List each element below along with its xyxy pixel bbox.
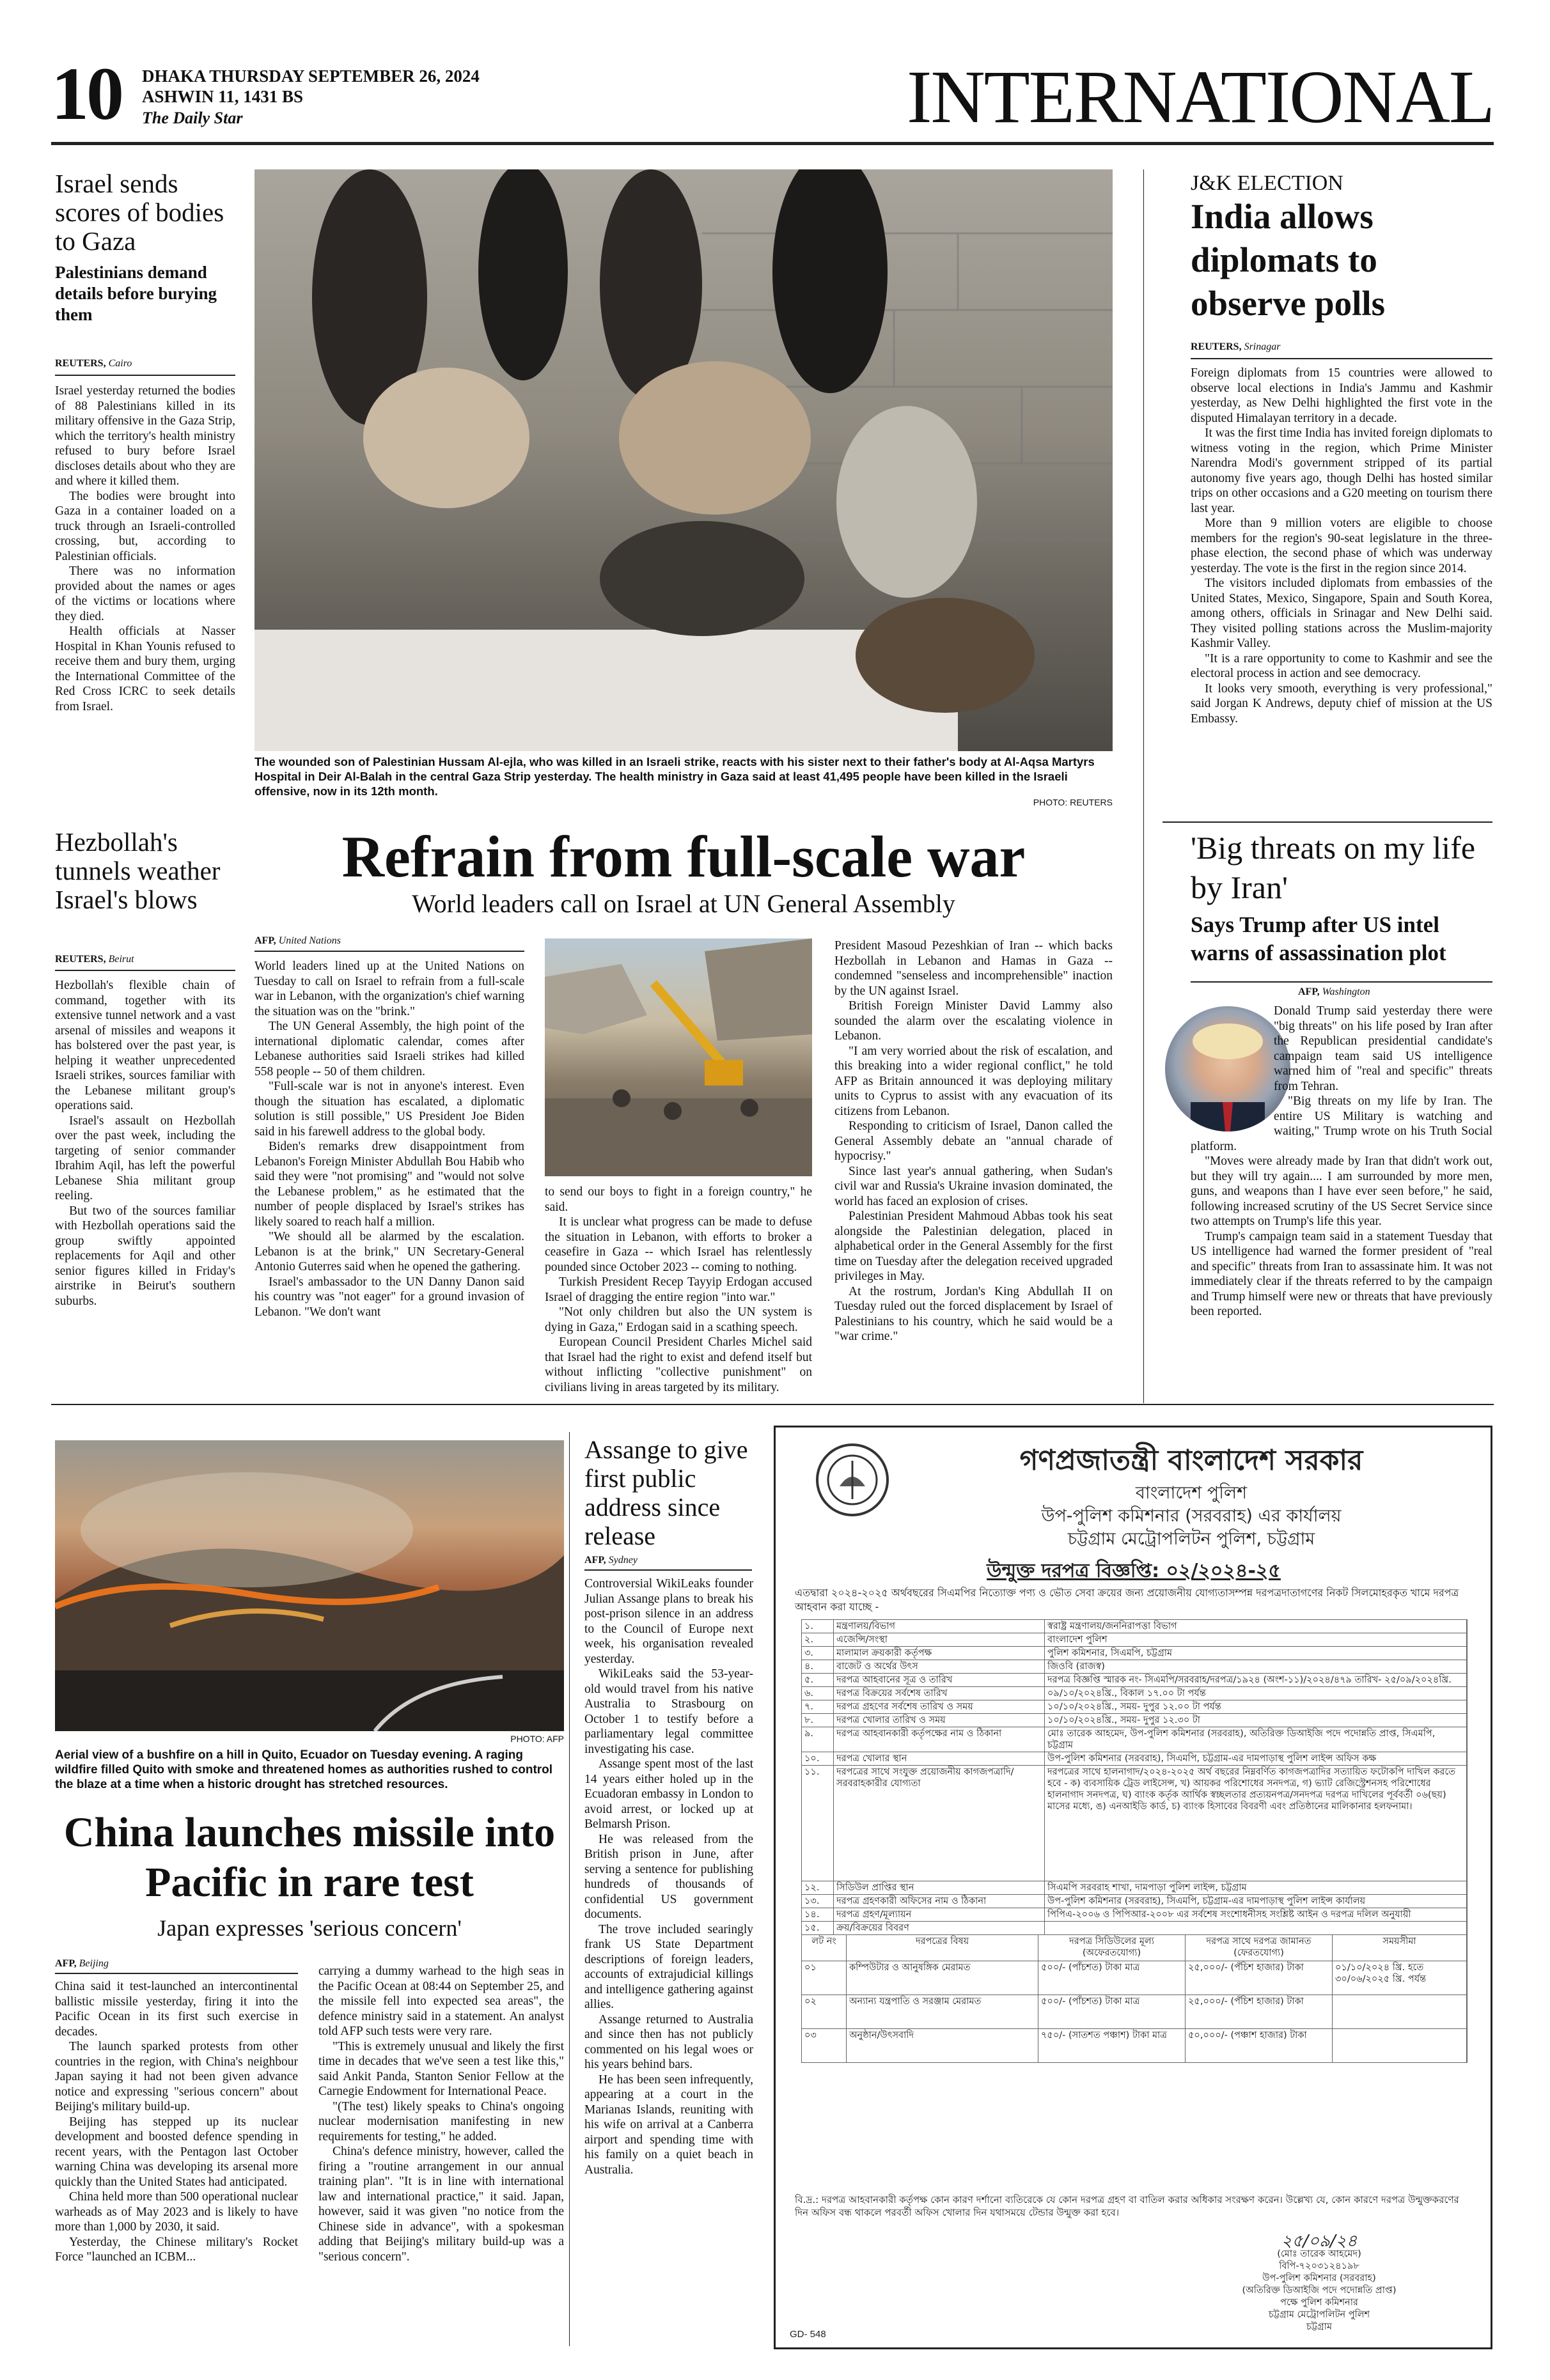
paragraph: China held more than 500 operational nuclear warheads as of May 2023 and is likely to have more than 1,000 by 2030, it said. <box>55 2190 298 2234</box>
ad-table-cell: দরপত্র খোলার তারিখ ও সময় <box>834 1714 1045 1727</box>
ad-table-cell: এজেন্সি/সংস্থা <box>834 1633 1045 1646</box>
paragraph: Biden's remarks drew disappointment from Lebanon's Foreign Minister Abdullah Bou Habib who said they were "not promising" and "would not solve the Lebanese problem," as he estimated that the number of people displaced by Israel's strikes has likely soared to reach half a million. <box>254 1140 524 1229</box>
ad-signature-line: চট্টগ্রাম <box>1306 2322 1333 2332</box>
ad-table-cell: দরপত্র আহবানকারী কর্তৃপক্ষের নাম ও ঠিকানা <box>834 1727 1045 1752</box>
ad-table-cell: পুলিশ কমিশনার, সিএমপি, চট্টগ্রাম <box>1045 1647 1467 1660</box>
ad-table-cell: দরপত্রের সাথে সংযুক্ত প্রয়োজনীয় কাগজপত্রাদি/সরবরাহকারীর যোগ্যতা <box>834 1766 1045 1881</box>
ad-gd-code: GD- 548 <box>790 2329 826 2340</box>
photo-illustration <box>55 1440 564 1731</box>
ad-lots-cell: ০৩ <box>802 2029 847 2062</box>
paragraph: Trump's campaign team said in a statement Tuesday that US intelligence had warned the former president of "real and specific" threats from Iran to assassinate him. It was not immediately clear if the threats referred to by the campaign and Trump himself were new or threats that have previously been reported. <box>1191 1229 1492 1318</box>
divider <box>55 375 235 376</box>
ad-table-cell: ৬. <box>802 1687 834 1700</box>
paragraph: President Masoud Pezeshkian of Iran -- which backs Hezbollah in Lebanon and Hamas in Gaza -- condemned "senseless and incomprehensible" inaction by the UN against Israel. <box>834 939 1113 998</box>
ad-table-cell: ১১. <box>802 1766 834 1881</box>
ad-lots-cell: ৫০০/- (পাঁচশত) টাকা মাত্র <box>1038 1995 1186 2028</box>
ad-lots-table <box>802 1935 1467 2063</box>
ad-lots-cell <box>1333 2029 1467 2062</box>
ad-table-cell: সিএমপি সরবরাহ শাখা, দামপাড়া পুলিশ লাইন্স, চট্টগ্রাম <box>1045 1881 1467 1894</box>
paragraph: Hezbollah's flexible chain of command, together with its extensive tunnel network and a vast arsenal of missiles and weapons it has bolstered over the past year, is helping it weather unprecedented Israeli strikes, sources familiar with the Lebanese militant group's operations said. <box>55 979 235 1112</box>
byline-place: Srinagar <box>1244 341 1281 352</box>
paragraph: The bodies were brought into Gaza in a container loaded on a truck through an Israeli-controlled crossing, but, according to Palestinian officials. <box>55 489 235 563</box>
byline-place: Beirut <box>108 954 134 965</box>
paragraph: It was the first time India has invited foreign diplomats to witness voting in the region, which Prime Minister Narendra Modi's government stripped of its partial autonomy five years ago, though Delhi has hosted similar trips on other occasions and a G20 meeting on tourism there last year. <box>1191 426 1492 515</box>
byline-place: Washington <box>1322 986 1370 997</box>
ad-lots-cell: ২৫,০০০/- (পঁচিশ হাজার) টাকা <box>1186 1961 1333 1995</box>
ad-notice-title: উন্মুক্ত দরপত্র বিজ্ঞপ্তি: ০২/২০২৪-২৫ <box>987 1560 1281 1582</box>
divider <box>1191 358 1492 359</box>
paragraph: The launch sparked protests from other countries in the region, with China's neighbour Japan saying it had not been given advance notice and expressing "serious concern" about Beijing's military build-up. <box>55 2040 298 2113</box>
gaza-subhead: Palestinians demand details before burying them <box>55 263 217 324</box>
ad-table-row <box>802 1633 1467 1647</box>
ad-signature-line: বিপি-৭২০৩১২৪১৯৮ <box>1279 2261 1359 2271</box>
ad-table-cell: ৪. <box>802 1660 834 1673</box>
paragraph: World leaders lined up at the United Nations on Tuesday to call on Israel to refrain from a full-scale war in Lebanon, with the organization's chief warning the situation was on the "brink." <box>254 960 524 1018</box>
ad-table-rows <box>802 1620 1467 1935</box>
ad-table-row <box>802 1700 1467 1714</box>
ad-table-cell: মালামাল ক্রয়কারী কর্তৃপক্ষ <box>834 1647 1045 1660</box>
ad-table <box>801 1619 1468 2063</box>
paragraph: Assange spent most of the last 14 years either holed up in the Ecuadoran embassy in London to avoid arrest, or locked up at Belmarsh Prison. <box>584 1757 753 1831</box>
ad-signature-block <box>1185 2248 1453 2333</box>
ad-table-cell: দরপত্র গ্রহণ/মূল্যায়ন <box>834 1908 1045 1921</box>
paragraph: China said it test-launched an intercontinental ballistic missile yesterday, firing it into the Pacific Ocean in its first such exercise in decades. <box>55 1980 298 2039</box>
divider <box>55 970 235 971</box>
paragraph: "Big threats on my life by Iran. The entire US Military is watching and waiting," Trump wrote on his Truth Social platform. <box>1191 1094 1492 1153</box>
ad-signature-line: (মোঃ তারেক আহমেদ) <box>1277 2249 1361 2259</box>
ad-table-row <box>802 1687 1467 1700</box>
paragraph: carrying a dummy warhead to the high seas in the Pacific Ocean at 08:44 on September 25, and the missile fell into expected sea areas", the defence ministry said in a statement. An analyst told AFP such tests were very rare. <box>318 1964 564 2038</box>
war-headline: Refrain from full-scale war <box>341 824 1026 889</box>
ecuador-photo-credit: PHOTO: AFP <box>510 1734 564 1744</box>
ad-table-row <box>802 1647 1467 1660</box>
paragraph: Controversial WikiLeaks founder Julian Assange plans to break his post-prison silence in an address to the Council of Europe next week, his organisation revealed yesterday. <box>584 1577 753 1666</box>
ad-table-cell: ৫. <box>802 1674 834 1686</box>
war-subhead: World leaders call on Israel at UN General Assembly <box>412 889 955 918</box>
ad-lots-cell: দরপত্র সিডিউলের মূল্য (অফেরতযোগ্য) <box>1038 1935 1186 1961</box>
ad-table-row <box>802 1895 1467 1908</box>
paragraph: The UN General Assembly, the high point of the international diplomatic calendar, comes after Lebanese authorities said Israeli strikes had killed 558 people -- 50 of them children. <box>254 1020 524 1078</box>
paragraph: It is unclear what progress can be made to defuse the situation in Lebanon, with efforts to broker a ceasefire in Gaza -- which Israel has relentlessly pounded since October 2023 -- coming to nothing. <box>545 1215 812 1274</box>
paragraph: It looks very smooth, everything is very professional," said Jorgan K Andrews, deputy chief of mission at the US Embassy. <box>1191 681 1492 726</box>
ad-signature-line: উপ-পুলিশ কমিশনার (সরবরাহ) <box>1262 2273 1376 2283</box>
ad-table-cell: সিডিউল প্রাপ্তির স্থান <box>834 1881 1045 1894</box>
ad-table-row <box>802 1766 1467 1881</box>
ad-lots-cell <box>1333 1995 1467 2028</box>
ad-table-row <box>802 1660 1467 1674</box>
section-rule <box>51 1404 1494 1405</box>
paragraph: Beijing has stepped up its nuclear development and boosted defence spending in recent years, with the Pentagon last October warning China was developing its arsenal more quickly than the United States had anticipated. <box>55 2115 298 2189</box>
gaza-body <box>55 384 235 714</box>
ad-lots-cell: ৭৫০/- (সাতশত পঞ্চাশ) টাকা মাত্র <box>1038 2029 1186 2062</box>
paragraph: Palestinian President Mahmoud Abbas took his seat alongside the Palestinian delegation, placed in alphabetical order in the General Assembly for the first time on Tuesday after the delegation received upgraded privileges in May. <box>834 1209 1113 1283</box>
ad-signature-line: চট্টগ্রাম মেট্রোপলিটন পুলিশ <box>1268 2310 1370 2320</box>
gaza-photo-credit: PHOTO: REUTERS <box>1033 797 1113 807</box>
ad-table-row <box>802 1714 1467 1727</box>
assange-body <box>584 1576 753 2177</box>
photo-illustration <box>254 169 1113 751</box>
byline-place: United Nations <box>278 935 341 946</box>
ad-table-cell: ১০/১০/২০২৪খ্রি., সময়- দুপুর ১২.৩০ টা <box>1045 1714 1467 1727</box>
gaza-byline <box>55 358 234 369</box>
paragraph: Donald Trump said yesterday there were "big threats" on his life posed by Iran after the Republican presidential candidate's campaign team said US intelligence warned him of "real and specific" threats from Tehran. <box>1274 1004 1492 1093</box>
ad-table-cell: জিওবি (রাজস্ব) <box>1045 1660 1467 1673</box>
ad-lots-row <box>802 1995 1467 2029</box>
hezbollah-headline: Hezbollah's tunnels weather Israel's blows <box>55 827 221 914</box>
ad-table-cell: ৯. <box>802 1727 834 1752</box>
ad-table-cell: দরপত্র বিক্রয়ের সর্বশেষ তারিখ <box>834 1687 1045 1700</box>
ad-table-cell: উপ-পুলিশ কমিশনার (সরবরাহ), সিএমপি, চট্টগ্রাম-এর দামপাড়াস্থ পুলিশ লাইন্স অফিস কক্ষ <box>1045 1752 1467 1765</box>
paragraph: Israel's assault on Hezbollah over the past week, including the targeting of senior commander Ibrahim Aqil, has left the powerful Lebanese Shia militant group reeling. <box>55 1114 235 1202</box>
ad-table-cell: দরপত্র আহবানের সূত্র ও তারিখ <box>834 1674 1045 1686</box>
paragraph: "Full-scale war is not in anyone's interest. Even though the situation has escalated, a diplomatic solution is still possible," US President Joe Biden said in his farewell address to the global body. <box>254 1080 524 1139</box>
ad-lots-cell: ০১ <box>802 1961 847 1995</box>
ad-lots-cell: দরপত্র সাথে দরপত্র জামানত (ফেরতযোগ্য) <box>1186 1935 1333 1961</box>
ad-table-cell: ১৫. <box>802 1922 834 1934</box>
paragraph: Turkish President Recep Tayyip Erdogan accused Israel of dragging the entire region "into war." <box>545 1275 812 1304</box>
india-headline: India allows diplomats to observe polls <box>1191 197 1386 323</box>
divider <box>1191 981 1492 983</box>
photo-illustration <box>545 938 812 1176</box>
assange-headline: Assange to give first public address since release <box>584 1435 748 1550</box>
tender-advertisement <box>774 1426 1492 2349</box>
paragraph: "Not only children but also the UN system is dying in Gaza," Erdogan said in a scathing speech. <box>545 1305 812 1334</box>
column-rule <box>569 1432 570 2346</box>
war-byline <box>254 935 341 947</box>
ad-table-row <box>802 1674 1467 1687</box>
ad-lots-row <box>802 2029 1467 2063</box>
byline-agency: AFP, <box>254 935 276 946</box>
gaza-hospital-photo <box>254 169 1113 751</box>
paragraph: China's defence ministry, however, called the firing a "routine arrangement in our annual training plan". "It is in line with international law and international practice," it said. Japan, however, said it was given "no notice from the Chinese side in advance", with a spokesman adding that Beijing's military build-up was a "serious concern". <box>318 2145 564 2264</box>
paragraph: "Moves were already made by Iran that didn't work out, but they will try again.... I am surrounded by more men, guns, and weapons than I have ever seen before," he said, following increased scrutiny of the US Secret Service since two attempts on Trump's life this year. <box>1191 1155 1492 1228</box>
ad-table-row <box>802 1620 1467 1633</box>
hezbollah-body <box>55 978 235 1309</box>
china-byline <box>55 1958 109 1970</box>
ad-lots-cell: অন্যান্য যন্ত্রপাতি ও সরঞ্জাম মেরামত <box>847 1995 1038 2028</box>
war-col2 <box>545 1185 812 1395</box>
ad-line1: বাংলাদেশ পুলিশ <box>1135 1483 1248 1503</box>
ad-table-row <box>802 1727 1467 1752</box>
ecuador-wildfire-photo <box>55 1440 564 1731</box>
gaza-headline: Israel sends scores of bodies to Gaza <box>55 169 224 256</box>
column-rule <box>1143 169 1144 1403</box>
paragraph: "It is a rare opportunity to come to Kashmir and see the electoral process in action and see democracy. <box>1191 651 1492 680</box>
paragraph: More than 9 million voters are eligible to choose members for the region's 90-seat legislature in the three-phase election, the second phase of which was underway yesterday. The vote is the first in the region since 2014. <box>1191 517 1492 575</box>
ad-lots-cell: ২৫,০০০/- (পঁচিশ হাজার) টাকা <box>1186 1995 1333 2028</box>
paragraph: "This is extremely unusual and likely the first time in decades that we've seen a test like this," said Ankit Panda, Stanton Senior Fellow at the Carnegie Endowment for International Peace. <box>318 2039 564 2098</box>
ad-lots-cell: কম্পিউটার ও আনুষঙ্গিক মেরামত <box>847 1961 1038 1995</box>
paragraph: He has been seen infrequently, appearing at a court in the Marianas Islands, reuniting with his wife on arrival at a Canberra airport and spending time with his family on a quiet beach in Australia. <box>584 2073 753 2177</box>
ecuador-photo-caption: Aerial view of a bushfire on a hill in Quito, Ecuador on Tuesday evening. A raging wildfire filled Quito with smoke and threatened homes as authorities rushed to control the blaze at a time when a historic drought has stretched resources. <box>55 1748 553 1791</box>
trump-body-wrap <box>1191 1004 1492 1319</box>
byline-place: Sydney <box>608 1555 638 1566</box>
ad-table-cell: ২. <box>802 1633 834 1646</box>
trump-headline: 'Big threats on my life by Iran' <box>1191 830 1476 905</box>
byline-place: Beijing <box>79 1958 109 1969</box>
ad-lots-cell: ৫০,০০০/- (পঞ্চাশ হাজার) টাকা <box>1186 2029 1333 2062</box>
ad-lots-row <box>802 1961 1467 1995</box>
ad-line2: উপ-পুলিশ কমিশনার (সরবরাহ) এর কার্যালয় <box>1041 1506 1342 1526</box>
ad-table-cell: ১৩. <box>802 1895 834 1908</box>
ad-table-cell: ১৪. <box>802 1908 834 1921</box>
paragraph: Yesterday, the Chinese military's Rocket Force "launched an ICBM... <box>55 2235 298 2264</box>
ad-signature-line: পক্ষে পুলিশ কমিশনার <box>1280 2298 1358 2308</box>
china-headline: China launches missile into Pacific in rare test <box>63 1809 556 1906</box>
ad-table-cell: ১০/১০/২০২৪খ্রি., সময়- দুপুর ১২.০০ টা পর্যন্ত <box>1045 1700 1467 1713</box>
ad-lots-cell: ৫০০/- (পাঁচশত) টাকা মাত্র <box>1038 1961 1186 1995</box>
paragraph: He was released from the British prison in June, after serving a sentence for publishing hundreds of thousands of confidential US government documents. <box>584 1832 753 1921</box>
china-col1 <box>55 1979 298 2265</box>
ad-table-cell: ৩. <box>802 1647 834 1660</box>
ad-intro: এতদ্বারা ২০২৪-২০২৫ অর্থবছরের সিএমপির নিত্যোক্ত পণ্য ও ভৌত সেবা ক্রয়ের জন্য প্রয়োজনীয় যোগ্যতাসম্পন্ন দরপত্রদাতাগণের নিকট সিলমোহরকৃত খামে দরপত্র আহবান করা যাচ্ছে - <box>795 1587 1459 1613</box>
ad-table-cell: স্বরাষ্ট্র মন্ত্রণালয়/জননিরাপত্তা বিভাগ <box>1045 1620 1467 1633</box>
paragraph: Health officials at Nasser Hospital in Khan Younis refused to receive them and bury them, urging the International Committee of the Red Cross ICRC to seek details from Israel. <box>55 625 235 713</box>
ad-lots-cell: দরপত্রের বিষয় <box>847 1935 1038 1961</box>
paragraph: The visitors included diplomats from embassies of the United States, Mexico, Singapore, Spain and South Korea, among others, officials in Srinagar and New Delhi said. They visited polling stations across the Muslim-majority Kashmir Valley. <box>1191 577 1492 650</box>
ad-table-cell: ১২. <box>802 1881 834 1894</box>
ad-table-cell: ৭. <box>802 1700 834 1713</box>
byline-place: Cairo <box>108 358 132 369</box>
ad-table-cell: দরপত্রের সাথে হালনাগাদ/২০২৪-২০২৫ অর্থ বছরের নিম্নবর্ণিত কাগজপত্রাদির সত্যায়িত ফটোকপি দাখিল করতে হবে - ক) ব্যবসায়িক ট্রেড লাইসেন্স, খ) আয়কর পরিশোধের সনদপত্র, গ) ভ্যাট রেজিস্ট্রেশনসহ পরিশোধের হালনাগাদ সনদপত্র, ঘ) ব্যাংক কর্তৃক আর্থিক স্বচ্ছলতার প্রত্যয়নপত্র/সনদপত্র দরপত্র দাখিলের পূর্ববর্তী ০৬(ছয়) মাসের মধ্যে, ঙ) এনআইডি কার্ড, চ) ব্যাংক হিসাবের বিবরণী এবং প্রতিষ্ঠানের মালিকানার হলফনামা। <box>1045 1766 1467 1881</box>
ad-table-cell: ৮. <box>802 1714 834 1727</box>
paragraph: "We should all be alarmed by the escalation. Lebanon is at the brink," UN Secretary-General Antonio Guterres said when he opened the gathering. <box>254 1230 524 1273</box>
byline-agency: AFP, <box>1298 986 1320 997</box>
ad-table-row <box>802 1752 1467 1766</box>
paragraph: At the rostrum, Jordan's King Abdullah II on Tuesday ruled out the forced displacement by Israel of Palestinians to his country, which he said would be a "war crime." <box>834 1284 1113 1343</box>
india-kicker: J&K ELECTION <box>1191 171 1343 195</box>
paragraph: European Council President Charles Michel said that Israel had the right to exist and defend itself but without inflicting "collective punishment" on civilians living in areas targeted by its military. <box>545 1335 812 1394</box>
byline-agency: AFP, <box>584 1555 606 1566</box>
masthead-rule <box>51 142 1494 145</box>
bengali-date: ASHWIN 11, 1431 BS <box>142 87 304 106</box>
divider <box>1162 821 1492 823</box>
paragraph: Responding to criticism of Israel, Danon called the General Assembly debate an "annual charade of hypocrisy." <box>834 1119 1113 1163</box>
byline-agency: REUTERS, <box>1191 341 1242 352</box>
ad-table-row <box>802 1922 1467 1935</box>
india-byline <box>1191 341 1280 353</box>
ad-table-cell: পিপিএ-২০০৬ ও পিপিআর-২০০৮ এর সর্বশেষ সংশোধনীসহ সংশ্লিষ্ট আইন ও দরপত্র দলিল অনুযায়ী <box>1045 1908 1467 1921</box>
paragraph: British Foreign Minister David Lammy also sounded the alarm over the escalating violence in Lebanon. <box>834 999 1113 1043</box>
ad-table-cell: উপ-পুলিশ কমিশনার (সরবরাহ), সিএমপি, চট্টগ্রাম-এর দামপাড়াস্থ পুলিশ লাইন্স কার্যালয় <box>1045 1895 1467 1908</box>
paragraph: But two of the sources familiar with Hezbollah operations said the group swiftly appointed replacements for Aqil and other senior figures killed in Friday's airstrike in Beirut's southern suburbs. <box>55 1204 235 1308</box>
ad-table-cell: দরপত্র গ্রহণের সর্বশেষ তারিখ ও সময় <box>834 1700 1045 1713</box>
trump-subhead: Says Trump after US intel warns of assassination plot <box>1191 912 1446 965</box>
china-subhead: Japan expresses 'serious concern' <box>157 1915 462 1941</box>
divider <box>584 1569 752 1571</box>
paragraph: Since last year's annual gathering, when Sudan's civil war and Russia's Ukraine invasion dominated, the world has faced an explosion of crises. <box>834 1164 1113 1208</box>
india-body <box>1191 366 1492 726</box>
ad-lots-cell: ০২ <box>802 1995 847 2028</box>
police-emblem-icon <box>814 1442 891 1518</box>
gaza-photo-caption: The wounded son of Palestinian Hussam Al-ejla, who was killed in an Israeli strike, reacts with his sister next to their father's body at Al-Aqsa Martyrs Hospital in Deir Al-Balah in the central Gaza Strip yesterday. The health ministry in Gaza said at least 41,495 people have been killed in the Israeli offensive, now in its 12th month. <box>254 755 1095 798</box>
byline-agency: REUTERS, <box>55 358 106 369</box>
ad-signature-line: (অতিরিক্ত ডিআইজি পদে পদোন্নতি প্রাপ্ত) <box>1242 2285 1397 2296</box>
china-col2 <box>318 1964 564 2264</box>
ad-table-cell: ০৯/১০/২০২৪খ্রি., বিকাল ১৭.০০ টা পর্যন্ত <box>1045 1687 1467 1700</box>
photo-float <box>1165 1004 1274 1135</box>
dateline: DHAKA THURSDAY SEPTEMBER 26, 2024 <box>142 66 480 86</box>
ad-lots-cell: ০১/১০/২০২৪ খ্রি. হতে ৩০/০৬/২০২৫ খ্রি. পর্যন্ত <box>1333 1961 1467 1995</box>
paragraph: There was no information provided about the names or ages of the victims or locations where they died. <box>55 564 235 623</box>
ad-lots-cell: সময়সীমা <box>1333 1935 1467 1961</box>
paragraph: to send our boys to fight in a foreign country," he said. <box>545 1185 812 1214</box>
paragraph: "(The test) likely speaks to China's ongoing nuclear modernisation manifesting in new requirements for testing," he added. <box>318 2099 564 2143</box>
byline-agency: REUTERS, <box>55 954 106 965</box>
paragraph: The trove included searingly frank US State Department descriptions of foreign leaders, accounts of extrajudicial killings and intelligence gathering against allies. <box>584 1922 753 2011</box>
ad-table-cell <box>1045 1922 1467 1934</box>
ad-table-row <box>802 1881 1467 1895</box>
ad-lots-cell: অনুষ্ঠান/উৎসবাদি <box>847 2029 1038 2062</box>
lebanon-rubble-photo <box>545 938 812 1176</box>
ad-table-cell: দরপত্র বিজ্ঞপ্তি স্মারক নং- সিএমপি/সরবরাহ/দরপত্র/১৯২৪ (অংশ-১১)/২০২৪/৪৭৯ তারিখ- ২৫/০৯/২০২৪খ্রি. <box>1045 1674 1467 1686</box>
paragraph: Assange returned to Australia and since then has not publicly commented on his legal woes or his years behind bars. <box>584 2012 753 2071</box>
trump-byline <box>1298 986 1370 998</box>
assange-byline <box>584 1555 638 1566</box>
paragraph: Foreign diplomats from 15 countries were allowed to observe local elections in India's Jammu and Kashmir yesterday, as New Delhi highlighted the first vote in the disputed Himalayan territory in a decade. <box>1191 366 1492 425</box>
ad-table-cell: বাজেট ও অর্থের উৎস <box>834 1660 1045 1673</box>
ad-table-cell: দরপত্র খোলার স্থান <box>834 1752 1045 1765</box>
ad-title: গণপ্রজাতন্ত্রী বাংলাদেশ সরকার <box>1019 1444 1363 1477</box>
ad-table-cell: দরপত্র গ্রহণকারী অফিসের নাম ও ঠিকানা <box>834 1895 1045 1908</box>
ad-table-cell: মন্ত্রণালয়/বিভাগ <box>834 1620 1045 1633</box>
ad-table-cell: ১. <box>802 1620 834 1633</box>
paper-logo: The Daily Star <box>142 109 243 127</box>
ad-lots-header <box>802 1935 1467 1961</box>
ad-table-cell: ক্রয়/বিক্রয়ের বিবরণ <box>834 1922 1045 1934</box>
hezbollah-byline <box>55 954 134 965</box>
page-number: 10 <box>51 52 121 136</box>
divider <box>254 951 524 952</box>
section-title: INTERNATIONAL <box>907 55 1494 139</box>
paragraph: Israel yesterday returned the bodies of 88 Palestinians killed in its military offensive in the Gaza Strip, which the territory's health ministry refused to bury before Israel discloses details about who they are and where it killed them. <box>55 384 235 488</box>
ad-note: বি.দ্র.: দরপত্র আহবানকারী কর্তৃপক্ষ কোন কারণ দর্শানো ব্যতিরেকে যে কোন দরপত্র গ্রহণ বা বাতিল করার অধিকার সংরক্ষণ করেন। উল্লেখ্য যে, কোন কারণে দরপত্র উন্মুক্তকরণের দিন অফিস বন্ধ থাকলে পরবর্তী অফিস খোলার দিন যথাসময়ে টেন্ডার উন্মুক্ত করা হবে। <box>795 2194 1459 2218</box>
war-col3 <box>834 938 1113 1344</box>
ad-table-row <box>802 1908 1467 1922</box>
ad-table-cell: বাংলাদেশ পুলিশ <box>1045 1633 1467 1646</box>
ad-line3: চট্টগ্রাম মেট্রোপলিটন পুলিশ, চট্টগ্রাম <box>1067 1529 1315 1549</box>
ad-lots-cell: লট নং <box>802 1935 847 1961</box>
ad-table-cell: মোঃ তারেক আহমেদ, উপ-পুলিশ কমিশনার (সরবরাহ), অতিরিক্ত ডিআইজি পদে পদোন্নতি প্রাপ্ত, সিএমপি, চট্টগ্রাম <box>1045 1727 1467 1752</box>
paragraph: WikiLeaks said the 53-year-old would travel from his native Australia to Strasbourg on October 1 to testify before a parliamentary legal committee investigating his case. <box>584 1667 753 1756</box>
ad-signature-date: ২৫/০৯/২৪ <box>1281 2232 1358 2251</box>
byline-agency: AFP, <box>55 1958 77 1969</box>
paragraph: "I am very worried about the risk of escalation, and this breaking into a wider regional conflict," he told AFP as Britain announced it was deploying military units to Cyprus to assist with any evacuation of its citizens from Lebanon. <box>834 1044 1113 1118</box>
war-col1 <box>254 959 524 1319</box>
ad-table-cell: ১০. <box>802 1752 834 1765</box>
paragraph: Israel's ambassador to the UN Danny Danon said his country was "not eager" for a ground invasion of Lebanon. "We don't want <box>254 1275 524 1319</box>
divider <box>55 1973 298 1974</box>
